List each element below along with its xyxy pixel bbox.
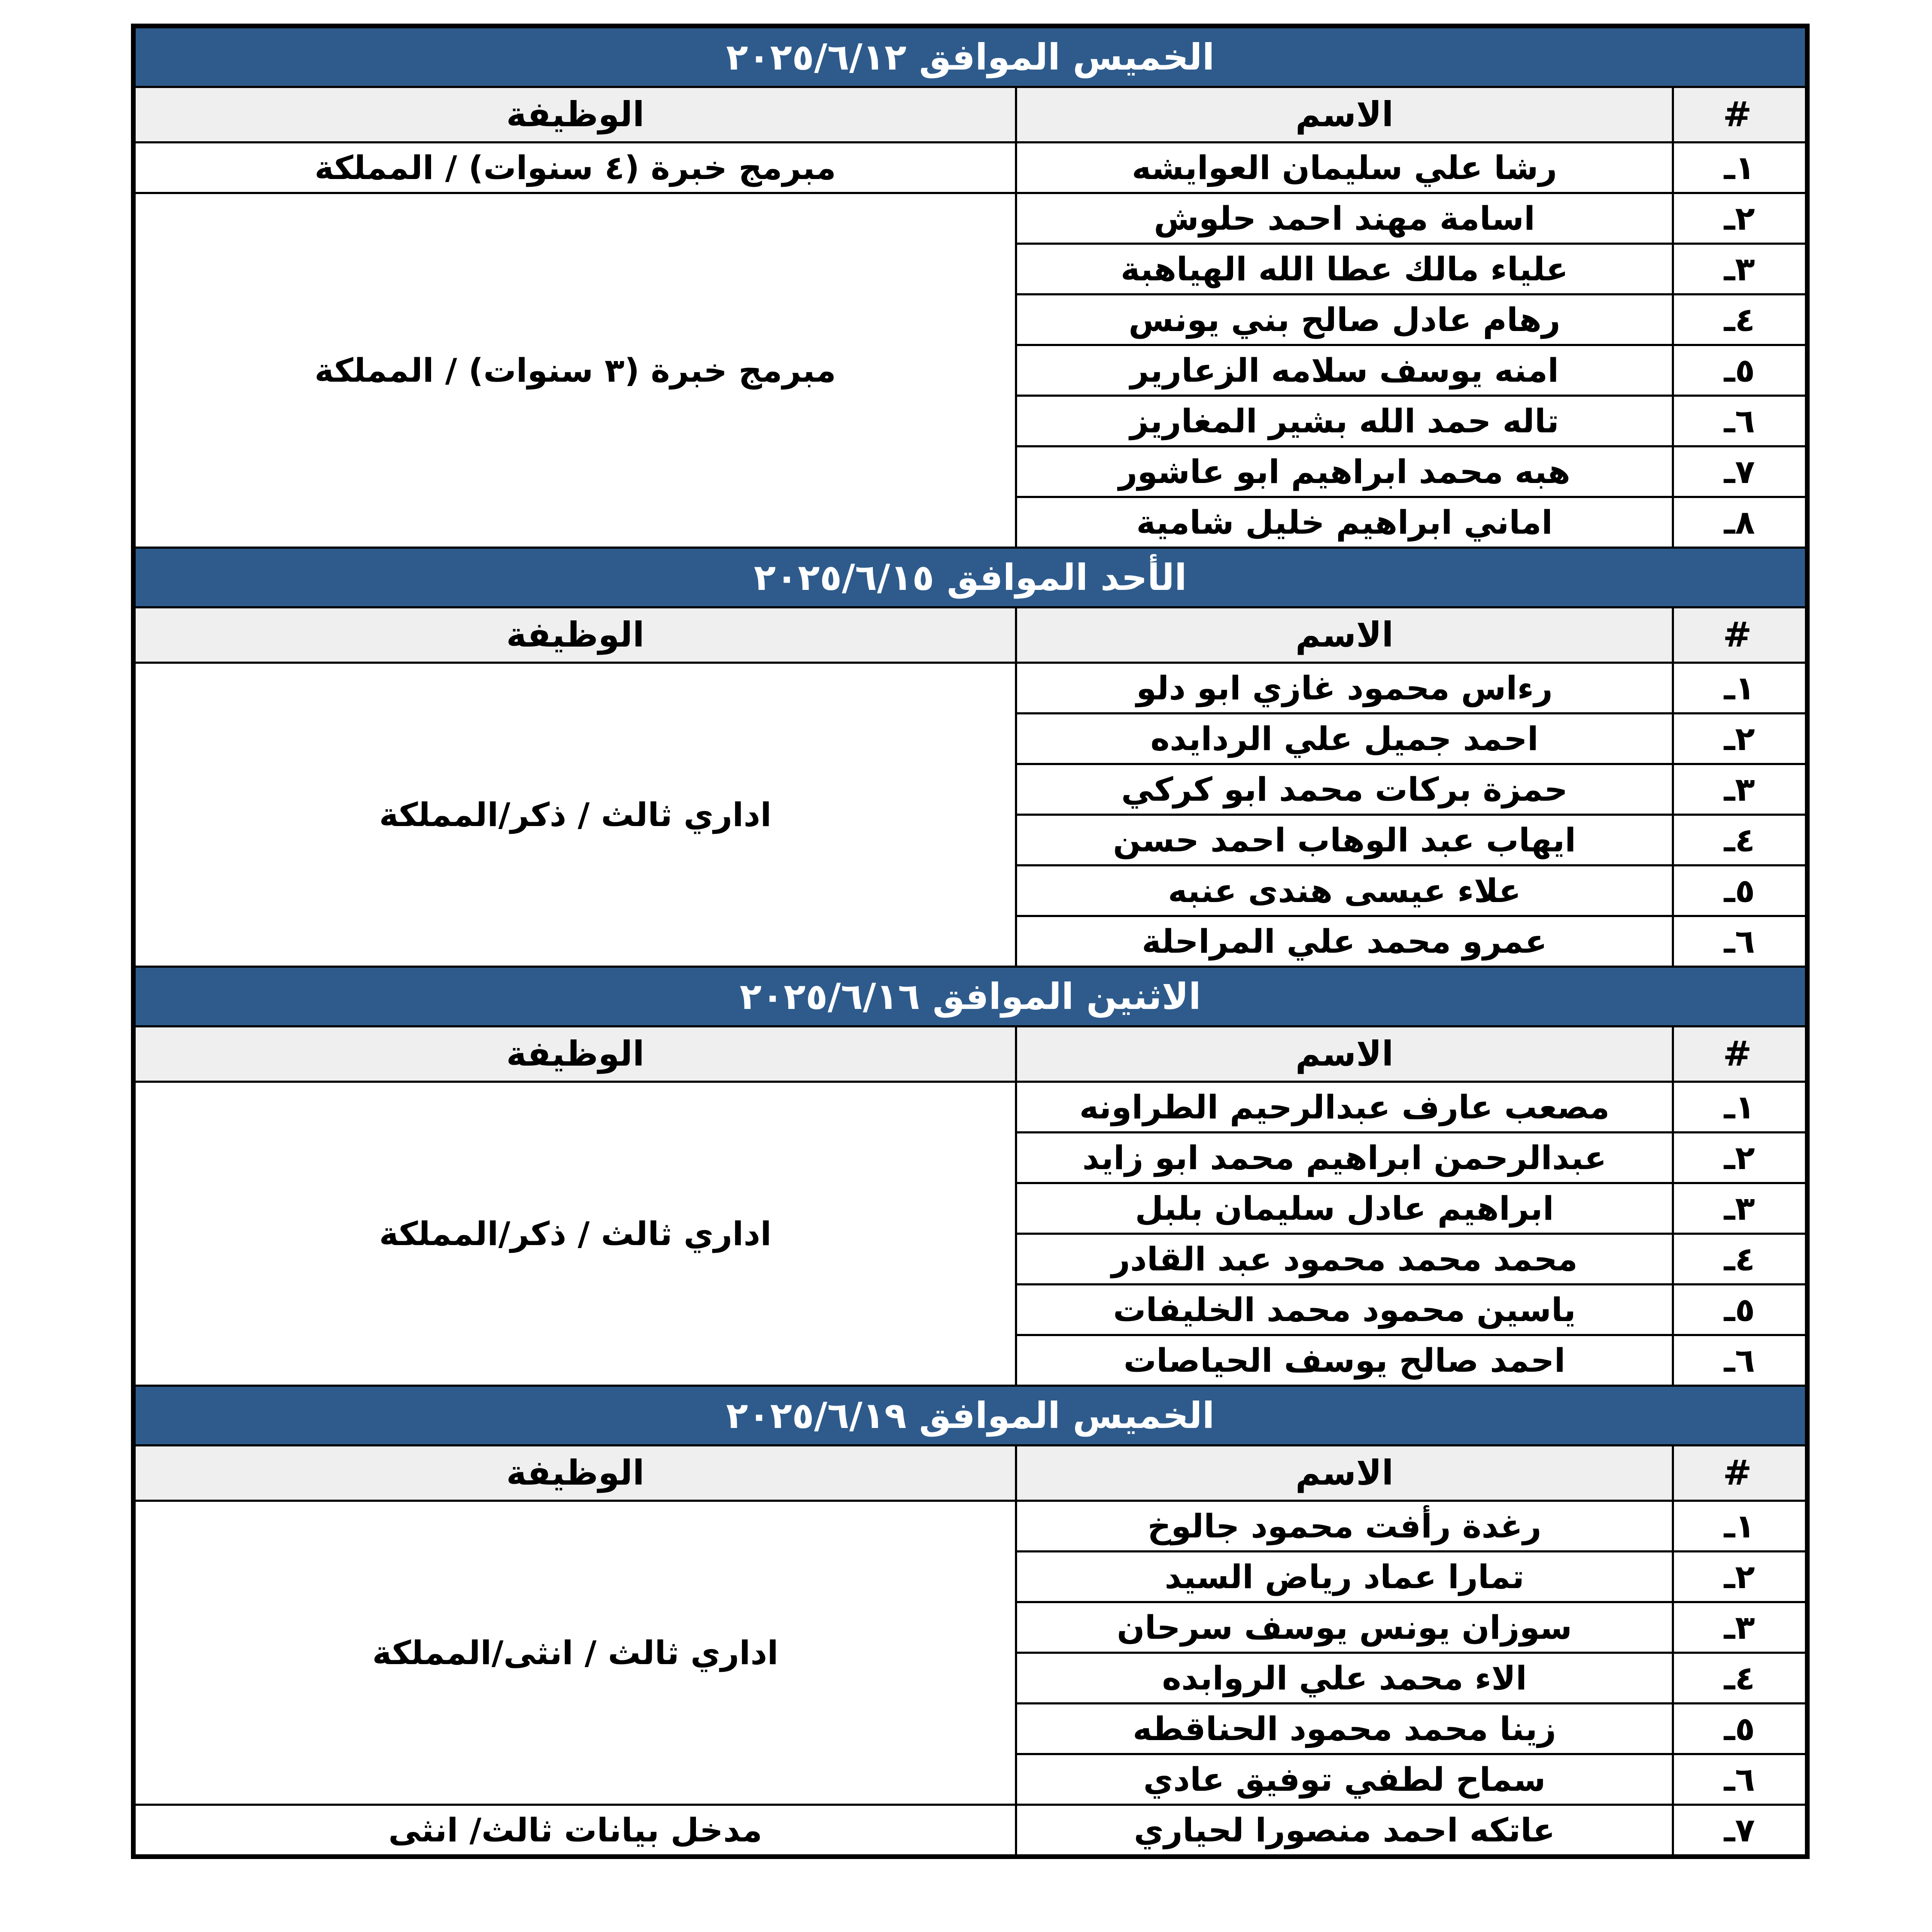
row-number: ٤ـ [1673,1653,1806,1704]
person-name: رهام عادل صالح بني يونس [1016,295,1673,345]
row-number: ٥ـ [1673,1704,1806,1754]
row-number: ٣ـ [1673,1183,1806,1234]
day-heading: الاثنين الموافق ٢٠٢٥/٦/١٦ [135,967,1806,1027]
person-name: محمد محمد محمود عبد القادر [1016,1234,1673,1285]
table-row [135,143,1806,193]
job-title: مبرمج خبرة (٣ سنوات) / المملكة [135,193,1016,548]
person-name: الاء محمد علي الروابده [1016,1653,1673,1704]
column-header-name: الاسم [1016,87,1673,143]
row-number: ٧ـ [1673,1805,1806,1856]
column-header-row [135,1027,1806,1082]
row-number: ١ـ [1673,663,1806,714]
hash-label: # [1722,615,1752,655]
row-number: ٦ـ [1673,1335,1806,1386]
row-number: ٢ـ [1673,1552,1806,1602]
table-row [135,1082,1806,1133]
column-header-name: الاسم [1016,1027,1673,1082]
person-name: ياسين محمود محمد الخليفات [1016,1285,1673,1335]
job-title: مدخل بيانات ثالث/ انثى [135,1805,1016,1856]
person-name: رغدة رأفت محمود جالوخ [1016,1501,1673,1552]
row-number: ٣ـ [1673,764,1806,815]
person-name: عبدالرحمن ابراهيم محمد ابو زايد [1016,1133,1673,1183]
hash-label: # [1722,1453,1752,1493]
row-number: ١ـ [1673,143,1806,193]
day-heading-row [135,27,1806,87]
row-number: ٣ـ [1673,244,1806,295]
job-title: اداري ثالث / ذكر/المملكة [135,1082,1016,1386]
table-row [135,663,1806,714]
hash-label: # [1722,94,1752,134]
hash-label: # [1722,1034,1752,1074]
job-title: اداري ثالث / ذكر/المملكة [135,663,1016,967]
column-header-job: الوظيفة [135,608,1016,663]
row-number: ٦ـ [1673,916,1806,967]
schedule-body [135,27,1806,1856]
column-header-row [135,87,1806,143]
column-header-row [135,1446,1806,1501]
person-name: اماني ابراهيم خليل شامية [1016,497,1673,548]
row-number: ٢ـ [1673,714,1806,764]
row-number: ٤ـ [1673,815,1806,866]
person-name: تاله حمد الله بشير المغاريز [1016,396,1673,447]
row-number: ١ـ [1673,1501,1806,1552]
person-name: احمد صالح يوسف الحياصات [1016,1335,1673,1386]
column-header-number [1673,87,1806,143]
person-name: ايهاب عبد الوهاب احمد حسن [1016,815,1673,866]
row-number: ٥ـ [1673,866,1806,916]
column-header-number [1673,1446,1806,1501]
row-number: ٦ـ [1673,1754,1806,1805]
person-name: اسامة مهند احمد حلوش [1016,193,1673,244]
person-name: علياء مالك عطا الله الهياهبة [1016,244,1673,295]
column-header-number [1673,1027,1806,1082]
column-header-job: الوظيفة [135,1446,1016,1501]
person-name: سماح لطفي توفيق عادي [1016,1754,1673,1805]
person-name: رءاس محمود غازي ابو دلو [1016,663,1673,714]
table-row [135,1805,1806,1856]
column-header-name: الاسم [1016,608,1673,663]
job-title: اداري ثالث / انثى/المملكة [135,1501,1016,1805]
table-row [135,1501,1806,1552]
row-number: ٢ـ [1673,1133,1806,1183]
person-name: احمد جميل علي الردايده [1016,714,1673,764]
table-row [135,193,1806,244]
row-number: ٤ـ [1673,295,1806,345]
person-name: هبه محمد ابراهيم ابو عاشور [1016,447,1673,497]
person-name: مصعب عارف عبدالرحيم الطراونه [1016,1082,1673,1133]
row-number: ٥ـ [1673,1285,1806,1335]
day-heading: الخميس الموافق ٢٠٢٥/٦/١٩ [135,1386,1806,1446]
day-heading-row [135,1386,1806,1446]
column-header-job: الوظيفة [135,1027,1016,1082]
day-heading-row [135,548,1806,608]
day-heading: الأحد الموافق ٢٠٢٥/٦/١٥ [135,548,1806,608]
row-number: ٧ـ [1673,447,1806,497]
column-header-row [135,608,1806,663]
row-number: ٦ـ [1673,396,1806,447]
person-name: تمارا عماد رياض السيد [1016,1552,1673,1602]
person-name: عاتكه احمد منصورا لحياري [1016,1805,1673,1856]
column-header-name: الاسم [1016,1446,1673,1501]
person-name: رشا علي سليمان العوايشه [1016,143,1673,193]
job-title: مبرمج خبرة (٤ سنوات) / المملكة [135,143,1016,193]
day-heading: الخميس الموافق ٢٠٢٥/٦/١٢ [135,27,1806,87]
person-name: حمزة بركات محمد ابو كركي [1016,764,1673,815]
person-name: امنه يوسف سلامه الزعارير [1016,345,1673,396]
row-number: ٥ـ [1673,345,1806,396]
column-header-number [1673,608,1806,663]
row-number: ٤ـ [1673,1234,1806,1285]
schedule-document [131,24,1810,1859]
row-number: ٣ـ [1673,1602,1806,1653]
row-number: ١ـ [1673,1082,1806,1133]
person-name: علاء عيسى هندى عنبه [1016,866,1673,916]
person-name: ابراهيم عادل سليمان بلبل [1016,1183,1673,1234]
day-heading-row [135,967,1806,1027]
column-header-job: الوظيفة [135,87,1016,143]
row-number: ٢ـ [1673,193,1806,244]
schedule-table [134,26,1807,1856]
person-name: عمرو محمد علي المراحلة [1016,916,1673,967]
row-number: ٨ـ [1673,497,1806,548]
person-name: سوزان يونس يوسف سرحان [1016,1602,1673,1653]
person-name: زينا محمد محمود الحناقطه [1016,1704,1673,1754]
